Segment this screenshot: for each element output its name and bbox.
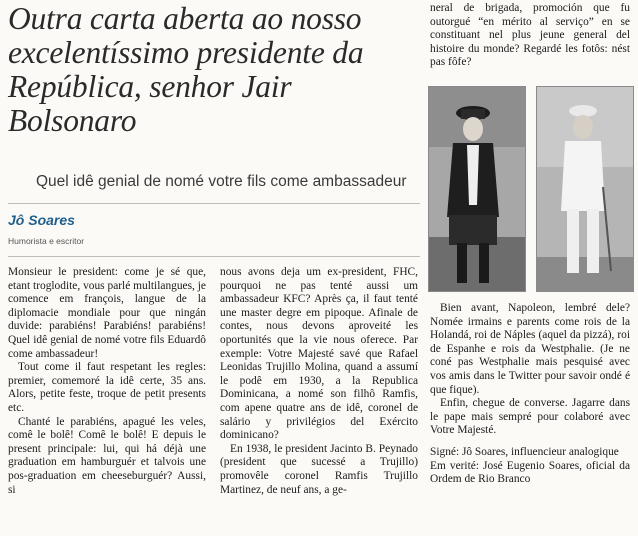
paragraph: nous avons deja um ex-president, FHC, pourquoi ne pas tenté aussi um ambassadeur KFC? Après ça, il faut tenté une master degre em pipoque. Afinale de contes, nous devons aproveité les oportunités que la vie nous oferece. Par exemple: Votre Majesté savé que Rafael Leonidas Trujillo Molina, quand a assumí le podê em 1930, a la Republica Dominicana, a nomé son filhô Ramfis, com apene quatre ans de idê, coronel de salário y privilégios del Exército dominicano? [220, 266, 418, 442]
column-2 [220, 266, 418, 497]
paragraph: neral de brigada, promoción que fu outorgué “en mérito al serviço” en se constituant nel plus jeune general del histoire du monde? Regardé les fotôs: nést pas fôfe? [430, 2, 630, 69]
photo-boy-dark-uniform [428, 86, 526, 292]
author-name: Jô Soares [8, 212, 75, 228]
paragraph: Chanté le parabiéns, apagué les veles, comê le bolê! Comê le bolê! E depuis le present principale: lui, qui há déjà une graduation em hamburguér et talvois une pos-graduation em cheeseburguér? Aussi, si [8, 415, 206, 496]
column-3-top [430, 2, 630, 70]
article-title: Outra carta aberta ao nosso excelentíssimo presidente da República, senhor Jair Bolsonaro [8, 1, 364, 138]
column-1 [8, 266, 206, 497]
paragraph: Enfin, chegue de converse. Jagarre dans le pape mais sempré pour colaboré avec Votre Majesté. [430, 397, 630, 437]
article-subtitle: Quel idê genial de nomé votre fils come ambassadeur [36, 173, 407, 190]
divider [8, 203, 420, 204]
column-3 [430, 302, 630, 487]
paragraph: En 1938, le president Jacinto B. Peynado (president que sucessé a Trujillo) promovêle coronel Ramfis Trujillo Martinez, de neuf ans, a ge- [220, 442, 418, 496]
divider [8, 256, 420, 257]
paragraph: Monsieur le president: come je sé que, etant troglodite, vous parlé multilangues, je comence em françois, langue de la diplomacie mondiale pour que ningán duvide: parabiéns! Parabiéns! parabiéns! Quel idê genial de nomé votre fils Eduardô come ambassadeur! [8, 266, 206, 360]
signature-line: Em verité: José Eugenio Soares, oficial da Ordem de Rio Branco [430, 459, 630, 486]
photo-boy-white-uniform [536, 86, 634, 292]
paragraph: Bien avant, Napoleon, lembré dele? Nomée irmains e parents come rois de la Holandá, roi de Náples (aquel da pizzá), roi de Espanhe e rois da Westphalie. (Je ne coné pas Westphalie mais pesquisé avec vos amis dans le Twitter pour savoir ondé é que fique). [430, 302, 630, 396]
author-role: Humorista e escritor [8, 236, 85, 246]
signature-line: Signé: Jô Soares, influencieur analogique [430, 445, 619, 458]
paragraph: Tout come il faut respetant les regles: premier, comemoré la idê certe, 35 ans. Alors, petite feste, troque de petit presents etc. [8, 361, 206, 414]
